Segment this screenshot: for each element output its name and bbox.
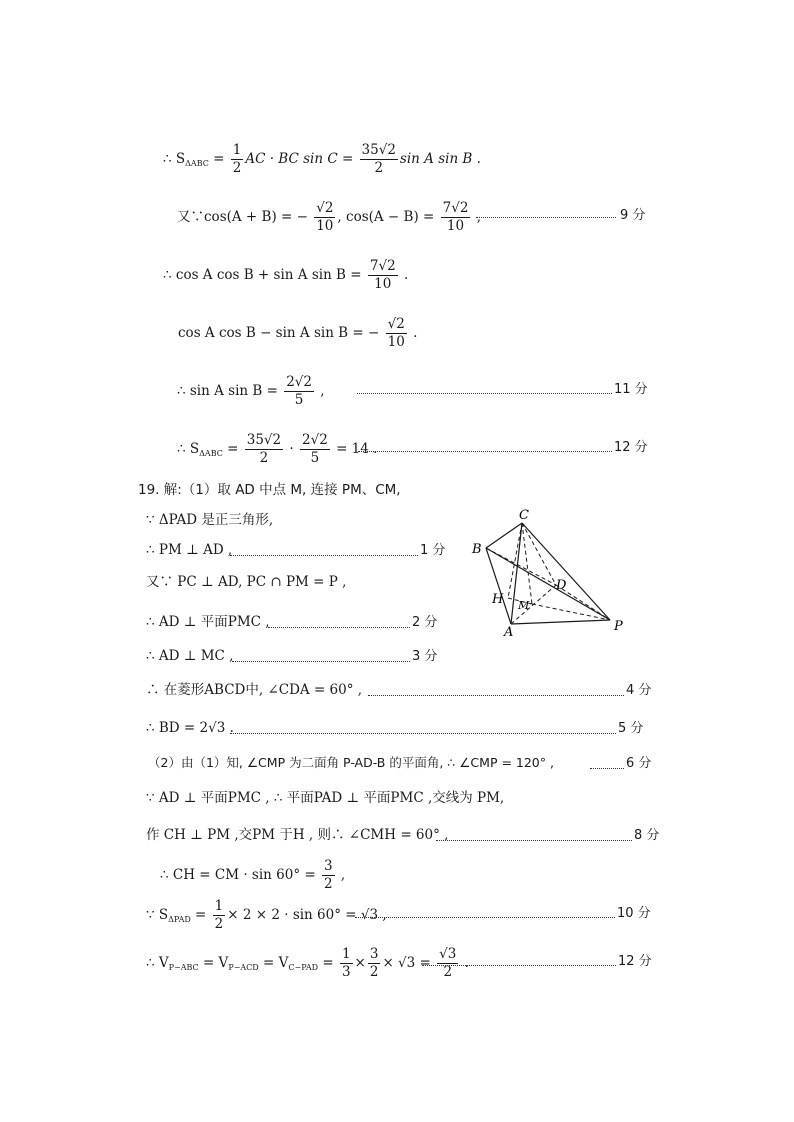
expression: ,	[315, 383, 325, 399]
denominator: 10	[374, 276, 392, 292]
denominator: 10	[316, 218, 334, 234]
numerator: 2√2	[302, 432, 328, 448]
text: =	[190, 907, 211, 923]
text: ·	[285, 441, 298, 457]
text: ∴ V	[146, 955, 169, 971]
dot-leader	[476, 217, 616, 218]
expression: ∴ CH = CM · sin 60° =	[160, 867, 320, 883]
score-label: 9 分	[620, 208, 646, 223]
numerator: √2	[316, 200, 334, 216]
dot-leader	[230, 733, 616, 734]
text: .	[460, 955, 469, 971]
step-4: ∴ AD ⊥ 平面PMC ,	[146, 614, 270, 630]
line-area-result	[177, 432, 377, 467]
denominator: 2	[323, 876, 333, 892]
numerator: 35√2	[361, 142, 396, 158]
edge-BD	[486, 548, 556, 585]
subscript: C−PAD	[288, 963, 319, 972]
denominator: 2	[259, 450, 269, 466]
expression: .	[408, 325, 418, 341]
point-label-M: M	[518, 599, 530, 612]
denominator: 2	[232, 160, 242, 176]
expression: ,	[472, 209, 481, 225]
edge-BP	[486, 548, 610, 620]
step-9: ∵ AD ⊥ 平面PMC , ∴ 平面PAD ⊥ 平面PMC ,交线为 PM,	[146, 790, 505, 806]
expression: 又∵cos(A + B) = −	[177, 209, 308, 225]
numerator: 1	[214, 898, 224, 914]
segment-CH	[508, 523, 522, 598]
text: ×	[354, 955, 366, 971]
fraction	[231, 142, 244, 177]
step-3: 又∵ PC ⊥ AD, PC ∩ PM = P ,	[146, 574, 347, 590]
step-11	[160, 858, 345, 893]
fraction	[386, 316, 407, 351]
numerator: 7√2	[369, 258, 396, 274]
dot-leader	[230, 555, 418, 556]
line-cos-sum	[163, 258, 408, 293]
line-cos-given	[177, 200, 481, 235]
denominator: 10	[446, 218, 465, 234]
fraction	[284, 374, 314, 409]
text: ∴ S	[177, 441, 200, 457]
point-label-A: A	[504, 625, 514, 640]
edge-AD	[511, 585, 556, 624]
text: = 14 .	[331, 441, 378, 457]
score-label: 2 分	[412, 615, 438, 630]
edge-BC	[486, 523, 522, 548]
text: ∴ S	[163, 151, 186, 167]
edge-CD	[522, 523, 556, 585]
fraction	[300, 432, 330, 467]
line-cos-diff	[178, 316, 417, 351]
expression: , cos(A − B) =	[337, 209, 439, 225]
numerator: 1	[232, 142, 242, 158]
score-label: 12 分	[614, 440, 648, 455]
dot-leader	[358, 451, 612, 452]
denominator: 2	[443, 964, 453, 980]
numerator: √2	[387, 316, 405, 332]
expression: sin A sin B .	[399, 151, 481, 167]
edge-AC	[511, 523, 522, 624]
denominator: 2	[214, 916, 224, 932]
fraction	[437, 946, 458, 981]
score-label: 6 分	[626, 756, 652, 771]
expression: .	[399, 267, 409, 283]
step-5: ∴ AD ⊥ MC ,	[146, 648, 234, 664]
score-label: 4 分	[626, 683, 652, 698]
subscript: ΔABC	[199, 449, 223, 458]
step-12	[146, 898, 387, 933]
denominator: 2	[369, 964, 379, 980]
step-13	[146, 946, 469, 981]
numerator: √3	[439, 946, 457, 962]
score-label: 8 分	[634, 828, 660, 843]
text: = V	[198, 955, 229, 971]
expression: ,	[336, 867, 346, 883]
text: =	[208, 151, 229, 167]
subscript: P−ACD	[228, 963, 259, 972]
text: × √3 =	[382, 955, 436, 971]
fraction	[314, 200, 335, 235]
dot-leader	[268, 627, 410, 628]
segment-CM	[522, 523, 532, 604]
score-label: 11 分	[614, 382, 648, 397]
numerator: 35√2	[246, 432, 282, 448]
numerator: 7√2	[442, 200, 469, 216]
segment-HM	[508, 598, 532, 604]
fraction	[368, 946, 381, 981]
expression: AC · BC sin C =	[245, 151, 358, 167]
edge-AP	[511, 620, 610, 624]
step-1: ∵ ΔPAD 是正三角形,	[146, 512, 274, 528]
fraction	[322, 858, 335, 893]
subscript: ΔPAD	[168, 915, 191, 924]
expression: × 2 × 2 · sin 60° = √3 ,	[227, 907, 387, 923]
step-7: ∴ BD = 2√3 .	[146, 720, 234, 736]
segment-PM	[532, 604, 610, 620]
fraction	[368, 258, 398, 293]
expression: ∴ cos A cos B + sin A sin B =	[163, 267, 366, 283]
step-10: 作 CH ⊥ PM ,交PM 于H , 则∴ ∠CMH = 60° ,	[146, 827, 449, 843]
dot-leader	[590, 768, 624, 769]
denominator: 5	[294, 392, 304, 408]
dot-leader	[436, 840, 632, 841]
edge-BA	[486, 548, 511, 624]
subscript: ΔABC	[185, 159, 209, 168]
numerator: 2√2	[286, 374, 312, 390]
score-label: 5 分	[618, 721, 644, 736]
fraction	[340, 946, 353, 981]
expression: ∴ sin A sin B =	[177, 383, 283, 399]
fraction	[245, 432, 283, 467]
point-label-P: P	[614, 619, 623, 634]
edge-PD	[556, 585, 610, 620]
dot-leader	[422, 965, 616, 966]
denominator: 2	[374, 160, 384, 176]
subscript: P−ABC	[168, 963, 199, 972]
numerator: 1	[341, 946, 351, 962]
fraction	[360, 142, 398, 177]
line-area-formula	[163, 142, 481, 177]
score-label: 3 分	[412, 649, 438, 664]
dot-leader	[232, 661, 410, 662]
fraction	[441, 200, 471, 235]
point-label-H: H	[492, 592, 504, 607]
denominator: 5	[310, 450, 320, 466]
text: =	[318, 955, 338, 971]
denominator: 3	[341, 964, 351, 980]
text: = V	[258, 955, 289, 971]
line-sin-product	[177, 374, 325, 409]
problem-19-title: 19. 解:（1）取 AD 中点 M, 连接 PM、CM,	[138, 482, 401, 498]
text: ∵ S	[146, 907, 169, 923]
point-label-C: C	[519, 508, 529, 523]
dot-leader	[357, 393, 612, 394]
fraction	[213, 898, 226, 933]
step-6: ∴ 在菱形ABCD中, ∠CDA = 60° ,	[146, 682, 363, 698]
expression: cos A cos B − sin A sin B = −	[178, 325, 380, 341]
denominator: 10	[387, 334, 405, 350]
score-label: 12 分	[618, 954, 652, 969]
dot-leader	[368, 695, 624, 696]
score-label: 1 分	[420, 543, 446, 558]
step-2: ∴ PM ⊥ AD ,	[146, 542, 233, 558]
dot-leader	[355, 917, 615, 918]
numerator: 3	[323, 858, 333, 874]
score-label: 10 分	[617, 906, 651, 921]
point-label-D: D	[556, 578, 567, 593]
step-8: （2）由（1）知, ∠CMP 为二面角 P-AD-B 的平面角, ∴ ∠CMP = 120° ,	[148, 755, 554, 770]
edge-CP	[522, 523, 610, 620]
numerator: 3	[369, 946, 379, 962]
point-label-B: B	[472, 542, 482, 557]
text: =	[222, 441, 243, 457]
